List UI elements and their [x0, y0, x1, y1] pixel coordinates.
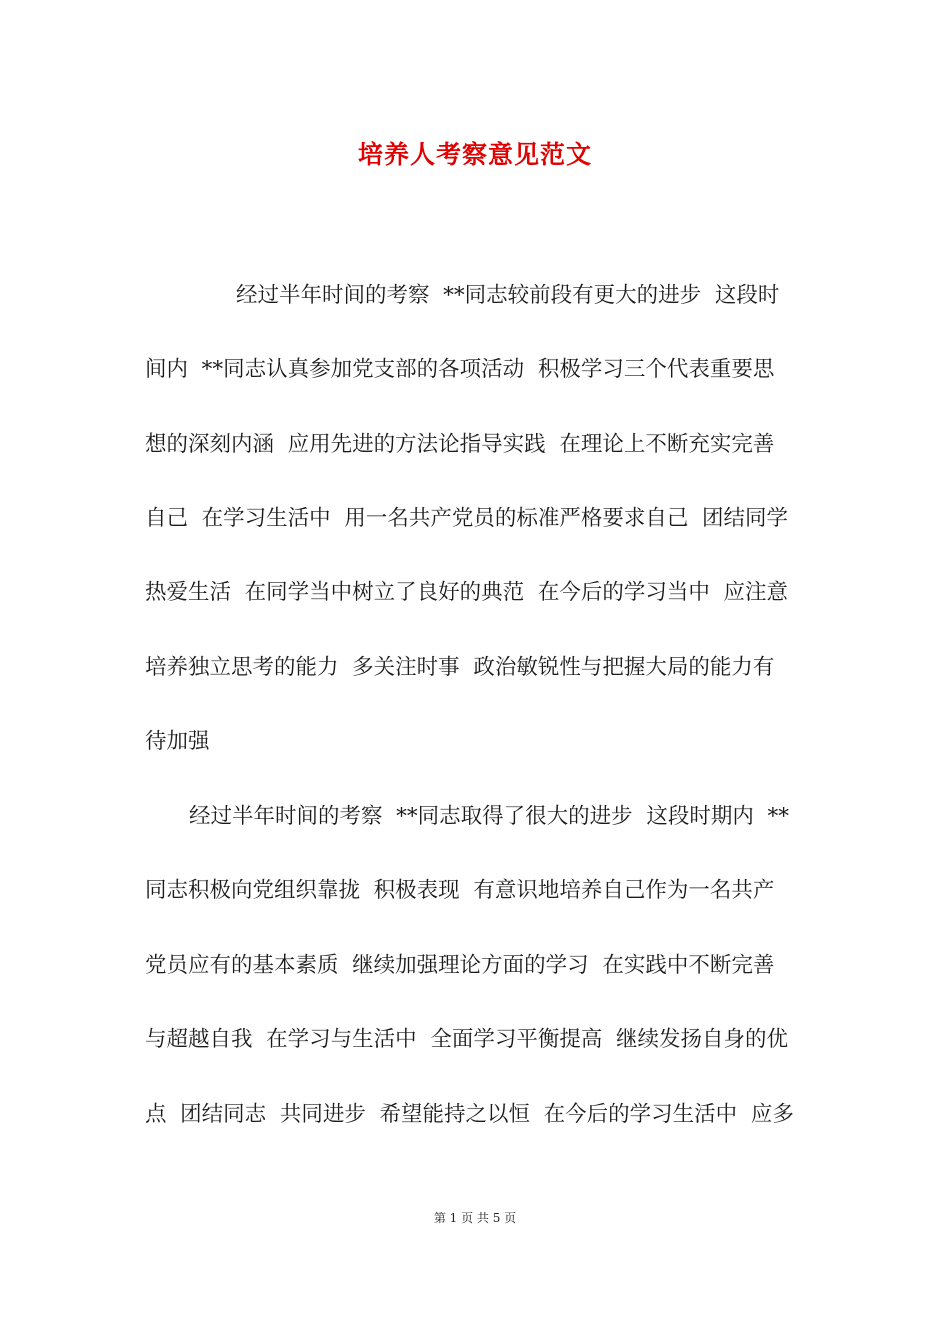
paragraph-2-line-3: 党员应有的基本素质 继续加强理论方面的学习 在实践中不断完善 [145, 953, 775, 978]
page-footer: 第 1 页 共 5 页 [433, 1211, 517, 1225]
paragraph-1-line-6: 培养独立思考的能力 多关注时事 政治敏锐性与把握大局的能力有 [145, 655, 775, 680]
paragraph-2-line-4: 与超越自我 在学习与生活中 全面学习平衡提高 继续发扬自身的优 [145, 1027, 789, 1052]
paragraph-1-line-3: 想的深刻内涵 应用先进的方法论指导实践 在理论上不断充实完善 [145, 432, 775, 457]
document-title: 培养人考察意见范文 [357, 140, 592, 169]
paragraph-2-line-5: 点 团结同志 共同进步 希望能持之以恒 在今后的学习生活中 应多 [145, 1102, 794, 1127]
paragraph-1-line-2: 间内 **同志认真参加党支部的各项活动 积极学习三个代表重要思 [145, 357, 775, 382]
paragraph-1-line-1: 经过半年时间的考察 **同志较前段有更大的进步 这段时 [236, 283, 780, 308]
paragraph-1-line-7: 待加强 [145, 729, 210, 754]
paragraph-2-line-1: 经过半年时间的考察 **同志取得了很大的进步 这段时期内 ** [189, 804, 790, 829]
paragraph-1-line-5: 热爱生活 在同学当中树立了良好的典范 在今后的学习当中 应注意 [145, 580, 789, 605]
paragraph-2-line-2: 同志积极向党组织靠拢 积极表现 有意识地培养自己作为一名共产 [145, 878, 775, 903]
paragraph-1-line-4: 自己 在学习生活中 用一名共产党员的标准严格要求自己 团结同学 [145, 506, 789, 531]
